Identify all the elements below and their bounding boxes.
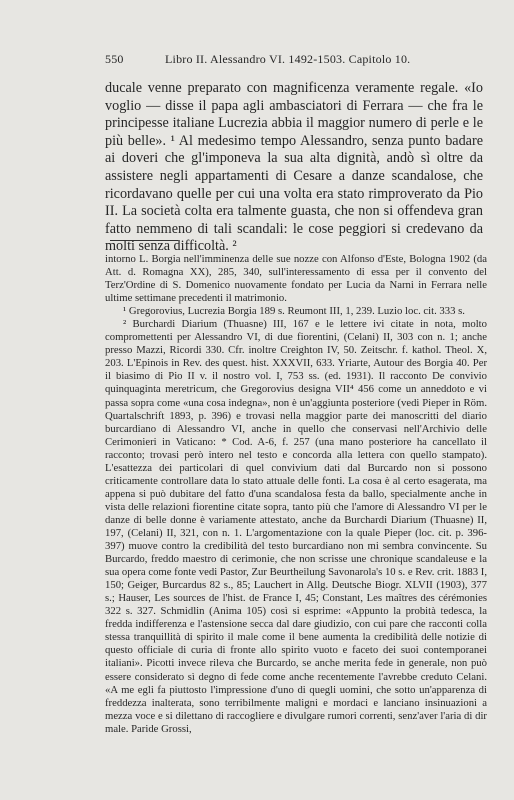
footnotes-block — [105, 253, 487, 736]
main-paragraph: ducale venne preparato con magnificenza veramente regale. «Io voglio — disse il papa agli ambasciatori di Ferrara — che fra le principesse italiane Lucrezia abbia il maggior numero di perle e le più belle». ¹ Al medesimo tempo Alessandro, senza punto badare ai doveri che gl'imponeva la sua alta dignità, andò sì oltre da assistere negli appartamenti di Cesare a danze scandalose, che ricordavano quelle per cui una volta era stato rimproverato da Pio II. La società colta era talmente guasta, che non si offendeva gran fatto nemmeno di tali scandali: le cose peggiori si credevano da molti senza difficoltà. ² — [105, 80, 483, 255]
footnote-2: ² Burchardi Diarium (Thuasne) III, 167 e le lettere ivi citate in nota, molto compromettenti per Alessandro VI, di due fiorentini, (Celani) II, 303 con n. 1; anche presso Mazzi, Ricordi 330. Cfr. inoltre Creighton IV, 50. Zeitschr. f. kathol. Theol. X, 203. L'Epinois in Rev. des quest. hist. XXXVII, 633. Yriarte, Autour des Borgia 40. Per il biasimo di Pio II v. il nostro vol. I, 753 ss. (ed. 1931). Il racconto De convivio quinquaginta meretricum, che Gregorovius designa VII⁴ 456 come un anneddoto e vi passa sopra come «una cosa indegna», non è un'aggiunta posteriore (vedi Pieper in Röm. Quartalschrift 1893, p. 396) e trovasi nella maggior parte dei manoscritti del diario burcardiano di Alessandro VI, anche in quello che conservasi nell'Archivio delle Cerimonieri in Vaticano: * Cod. A-6, f. 257 (una mano posteriore ha cancellato il racconto; trovasi però intero nel testo e concorda alla lettera con quello stampato). L'esattezza dei particolari di quel convivium dati dal Burcardo non si possono criticamente controllare data lo stato attuale delle fonti. La cosa è al certo esagerata, ma appena si può dubitare del fatto d'una scandalosa festa da ballo, specialmente anche in vista delle relazioni fiorentine citate sopra, tanto più che l'amore di Alessandro VI per le danze di belle donne è variamente attestato, anche da Burchardi Diarium (Thuasne) II, 197, (Celani) II, 321, con n. 1. L'argomentazione con la quale Pieper (loc. cit. p. 396-397) muove contro la credibilità del testo burcardiano non mi sembra convincente. Su Burcardo, freddo maestro di cerimonie, che non scrisse une chronique scandaleuse e la sua opera come fonte vedi Pastor, Zur Beurtheilung Savonarola's 10 s. e Rev. crit. 1883 I, 150; Geiger, Burcardus 82 s., 85; Lauchert in Allg. Deutsche Biogr. XLVII (1903), 377 s.; Hauser, Les sources de l'hist. de France I, 45; Constant, Les maîtres des cérémonies 322 s. 327. Schmidlin (Anima 105) così si esprime: «Appunto la probità tedesca, la fredda indifferenza e l'astensione secca dal dare giudizio, con cui pare che racconti colla stessa tranquillità di spirito il male come il bene aumenta la credibilità delle notizie di questo officiale di curia di fronte allo spirito vuoto e faceto dei suoi contemporanei italiani». Picotti invece rileva che Burcardo, se anche merita fede in generale, non può essere considerato sì degno di fede come anche recentemente l'avrebbe creduto Celani. «A me egli fa piuttosto l'impressione d'uno di quegli uomini, che sotto un'apparenza di freddezza inalterata, sono terribilmente maligni e mordaci e lanciano insinuazioni a mezza voce e si dilettano di raccogliere e divulgare rumori correnti, senz'aver l'aria di dir male. Paride Grossi, — [105, 318, 487, 735]
page-number: 550 — [105, 52, 124, 66]
running-header — [105, 52, 485, 67]
running-title: Libro II. Alessandro VI. 1492-1503. Capitolo 10. — [165, 52, 411, 66]
footnote-continuation: intorno L. Borgia nell'imminenza delle sue nozze con Alfonso d'Este, Bologna 1902 (da Att. d. Romagna XX), 285, 340, sull'interessamento di essa per il convento del Terz'Ordine di S. Domenico nuovamente fondato per Lucia da Narni in Ferrara nelle ultime settimane precedenti il matrimonio. — [105, 253, 487, 305]
footnote-separator — [110, 240, 178, 241]
footnote-1: ¹ Gregorovius, Lucrezia Borgia 189 s. Reumont III, 1, 239. Luzio loc. cit. 333 s. — [123, 305, 465, 318]
main-text-block — [105, 80, 483, 256]
